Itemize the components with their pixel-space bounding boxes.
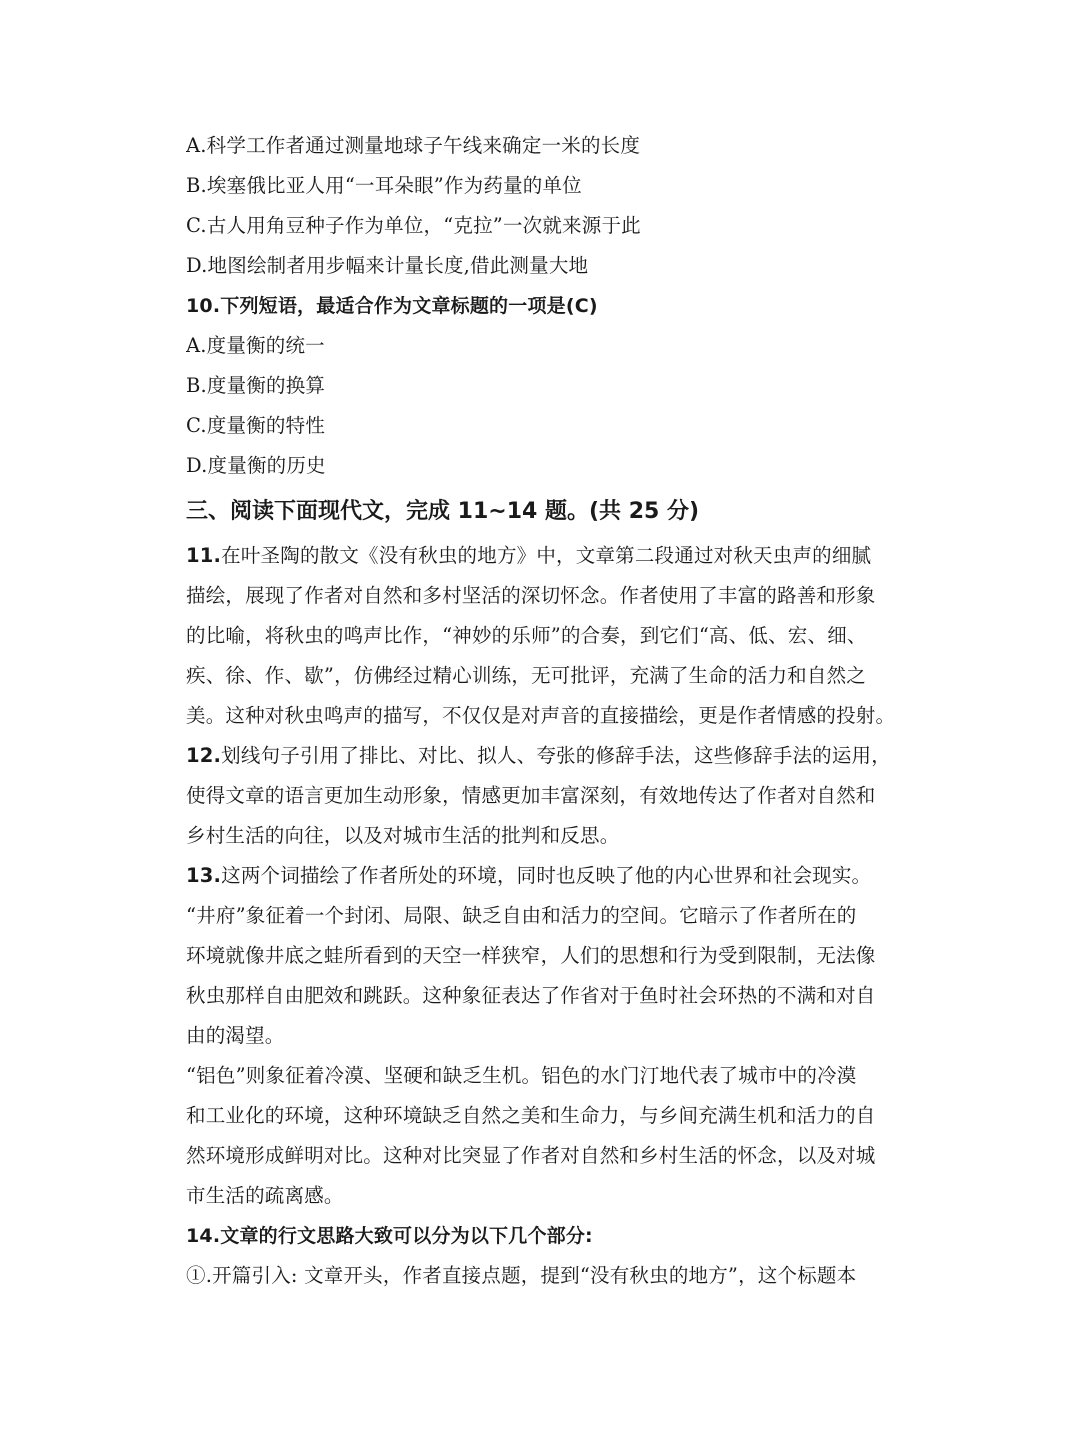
q13-intro: 这两个词描绘了作者所处的环境，同时也反映了他的内心世界和社会现实。 xyxy=(221,864,872,887)
q13-para2-line-2: 和工业化的环境，这种环境缺乏自然之美和生命力，与乡间充满生机和活力的自 xyxy=(186,1104,876,1127)
q13-para2-line-4: 市生活的疏离感。 xyxy=(186,1184,344,1207)
q11-line-4: 疾、徐、作、歇”，仿佛经过精心训练，无可批评，充满了生命的活力和自然之 xyxy=(186,664,866,687)
q9-option-d: D.地图绘制者用步幅来计量长度,借此测量大地 xyxy=(186,254,589,277)
q11-number: 11. xyxy=(186,544,222,567)
q10-option-d: D.度量衡的历史 xyxy=(186,454,326,477)
q11-line-1: 在叶圣陶的散文《没有秋虫的地方》中，文章第二段通过对秋天虫声的细腻 xyxy=(221,544,872,567)
q12-line-3: 乡村生活的向往，以及对城市生活的批判和反思。 xyxy=(186,824,620,847)
q13-para1-line-2: 环境就像井底之蛙所看到的天空一样狭窄，人们的思想和行为受到限制，无法像 xyxy=(186,944,876,967)
q12-number: 12. xyxy=(186,744,222,767)
q11-line-3: 的比喻，将秋虫的鸣声比作，“神妙的乐师”的合奏，到它们“高、低、宏、细、 xyxy=(186,624,867,647)
q9-option-c: C.古人用角豆种子作为单位，“克拉”一次就来源于此 xyxy=(186,214,641,237)
q13-para1-line-3: 秋虫那样自由肥效和跳跃。这种象征表达了作省对于鱼时社会环热的不满和对自 xyxy=(186,984,876,1007)
q14-line-1: ①.开篇引入: 文章开头，作者直接点题，提到“没有秋虫的地方”，这个标题本 xyxy=(186,1264,857,1287)
q12-line-1: 划线句子引用了排比、对比、拟人、夸张的修辞手法，这些修辞手法的运用， xyxy=(221,744,891,767)
q12 xyxy=(186,736,898,856)
q10-option-a: A.度量衡的统一 xyxy=(186,334,325,357)
q9-option-b: B.埃塞俄比亚人用“一耳朵眼”作为药量的单位 xyxy=(186,174,582,197)
q11-line-5: 美。这种对秋虫鸣声的描写，不仅仅是对声音的直接描绘，更是作者情感的投射。 xyxy=(186,704,896,727)
q13-para1-line-4: 由的渴望。 xyxy=(186,1024,285,1047)
document-page xyxy=(186,126,898,1296)
q11 xyxy=(186,536,898,736)
q10-title: 10.下列短语，最适合作为文章标题的一项是(C) xyxy=(186,295,598,317)
q13-para2-line-3: 然环境形成鲜明对比。这种对比突显了作者对自然和乡村生活的怀念，以及对城 xyxy=(186,1144,876,1167)
q13 xyxy=(186,856,898,1216)
q13-number: 13. xyxy=(186,864,222,887)
q11-line-2: 描绘，展现了作者对自然和多村坚活的深切怀念。作者使用了丰富的路善和形象 xyxy=(186,584,876,607)
q14 xyxy=(186,1216,898,1296)
q10 xyxy=(186,286,898,486)
q9-options xyxy=(186,126,898,286)
q10-option-c: C.度量衡的特性 xyxy=(186,414,326,437)
q14-title: 14.文章的行文思路大致可以分为以下几个部分: xyxy=(186,1225,593,1247)
q9-option-a: A.科学工作者通过测量地球子午线来确定一米的长度 xyxy=(186,134,641,157)
q12-line-2: 使得文章的语言更加生动形象，情感更加丰富深刻，有效地传达了作者对自然和 xyxy=(186,784,876,807)
q13-para1-line-1: “井府”象征着一个封闭、局限、缺乏自由和活力的空间。它暗示了作者所在的 xyxy=(186,904,857,927)
q10-option-b: B.度量衡的换算 xyxy=(186,374,326,397)
q13-para2-line-1: “铝色”则象征着冷漠、坚硬和缺乏生机。铝色的水门汀地代表了城市中的冷漠 xyxy=(186,1064,857,1087)
section-heading: 三、阅读下面现代文，完成 11~14 题。(共 25 分) xyxy=(186,499,700,524)
